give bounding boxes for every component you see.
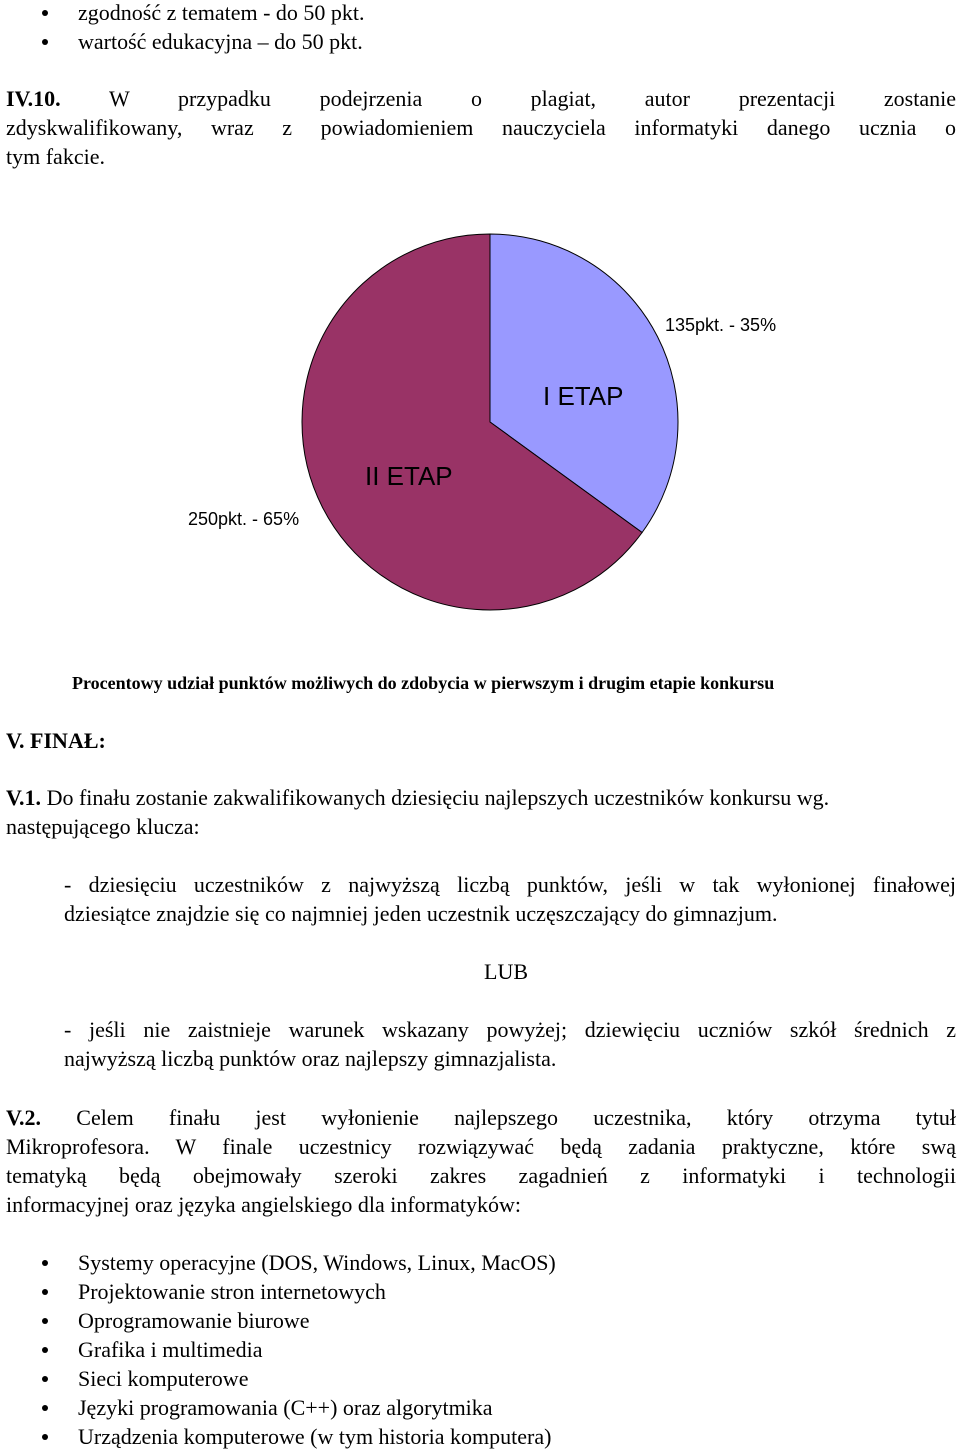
paragraph-v1-line2: następującego klucza:	[6, 814, 200, 839]
or-label: LUB	[484, 959, 528, 984]
bullet-icon	[42, 10, 48, 16]
bullet-icon	[42, 1434, 48, 1440]
slice-annotation-i-etap: 135pkt. - 35%	[665, 315, 777, 335]
section-v-heading: V. FINAŁ:	[6, 728, 106, 753]
option-1-line1: - dziesięciu uczestników z najwyższą liczbą punktów, jeśli w tak wyłonionej finałowej	[64, 872, 956, 897]
list-item: Sieci komputerowe	[0, 1364, 960, 1393]
paragraph-v2-line1: V.2. Celem finału jest wyłonienie najlepszego uczestnika, który otrzyma tytuł	[6, 1105, 957, 1130]
list-item: Systemy operacyjne (DOS, Windows, Linux, MacOS)	[0, 1248, 960, 1277]
list-item: Grafika i multimedia	[0, 1335, 960, 1364]
list-item: Języki programowania (C++) oraz algorytmika	[0, 1393, 960, 1422]
option-2-line1: - jeśli nie zaistnieje warunek wskazany powyżej; dziewięciu uczniów szkół średnich z	[64, 1017, 956, 1042]
paragraph-v2-line3: tematyką będą obejmowały szeroki zakres zagadnień z informatyki i technologii	[6, 1163, 956, 1188]
bullet-icon	[42, 1260, 48, 1266]
slice-annotation-ii-etap: 250pkt. - 65%	[188, 509, 300, 529]
points-pie-chart	[150, 225, 850, 620]
paragraph-iv10-line2: zdyskwalifikowany, wraz z powiadomieniem nauczyciela informatyki danego ucznia o	[6, 115, 956, 140]
criteria-list	[0, 0, 960, 56]
bullet-icon	[42, 1289, 48, 1295]
list-item: Oprogramowanie biurowe	[0, 1306, 960, 1335]
bullet-icon	[42, 1405, 48, 1411]
option-2-line2: najwyższą liczbą punktów oraz najlepszy gimnazjalista.	[64, 1046, 557, 1071]
chart-caption: Procentowy udział punktów możliwych do zdobycia w pierwszym i drugim etapie konkursu	[72, 673, 775, 693]
option-1-line2: dziesiątce znajdzie się co najmniej jeden uczestnik uczęszczający do gimnazjum.	[64, 901, 778, 926]
topics-list	[0, 1248, 960, 1451]
paragraph-v2-line4: informacyjnej oraz języka angielskiego dla informatyków:	[6, 1192, 521, 1217]
bullet-icon	[42, 1347, 48, 1353]
paragraph-v1-line1: V.1. Do finału zostanie zakwalifikowanych dziesięciu najlepszych uczestników konkursu wg.	[6, 785, 830, 810]
slice-label-i-etap: I ETAP	[543, 381, 624, 411]
list-item: zgodność z tematem - do 50 pkt.	[0, 0, 960, 27]
bullet-icon	[42, 1318, 48, 1324]
paragraph-v2-line2: Mikroprofesora. W finale uczestnicy rozwiązywać będą zadania praktyczne, które swą	[6, 1134, 956, 1159]
list-item: Projektowanie stron internetowych	[0, 1277, 960, 1306]
slice-label-ii-etap: II ETAP	[365, 461, 453, 491]
paragraph-iv10-line1: IV.10. W przypadku podejrzenia o plagiat, autor prezentacji zostanie	[6, 86, 956, 111]
paragraph-iv10-line3: tym fakcie.	[6, 144, 105, 169]
list-item: Urządzenia komputerowe (w tym historia komputera)	[0, 1422, 960, 1451]
bullet-icon	[42, 1376, 48, 1382]
bullet-icon	[42, 39, 48, 45]
pie-slices	[302, 234, 678, 610]
list-item: wartość edukacyjna – do 50 pkt.	[0, 27, 960, 56]
